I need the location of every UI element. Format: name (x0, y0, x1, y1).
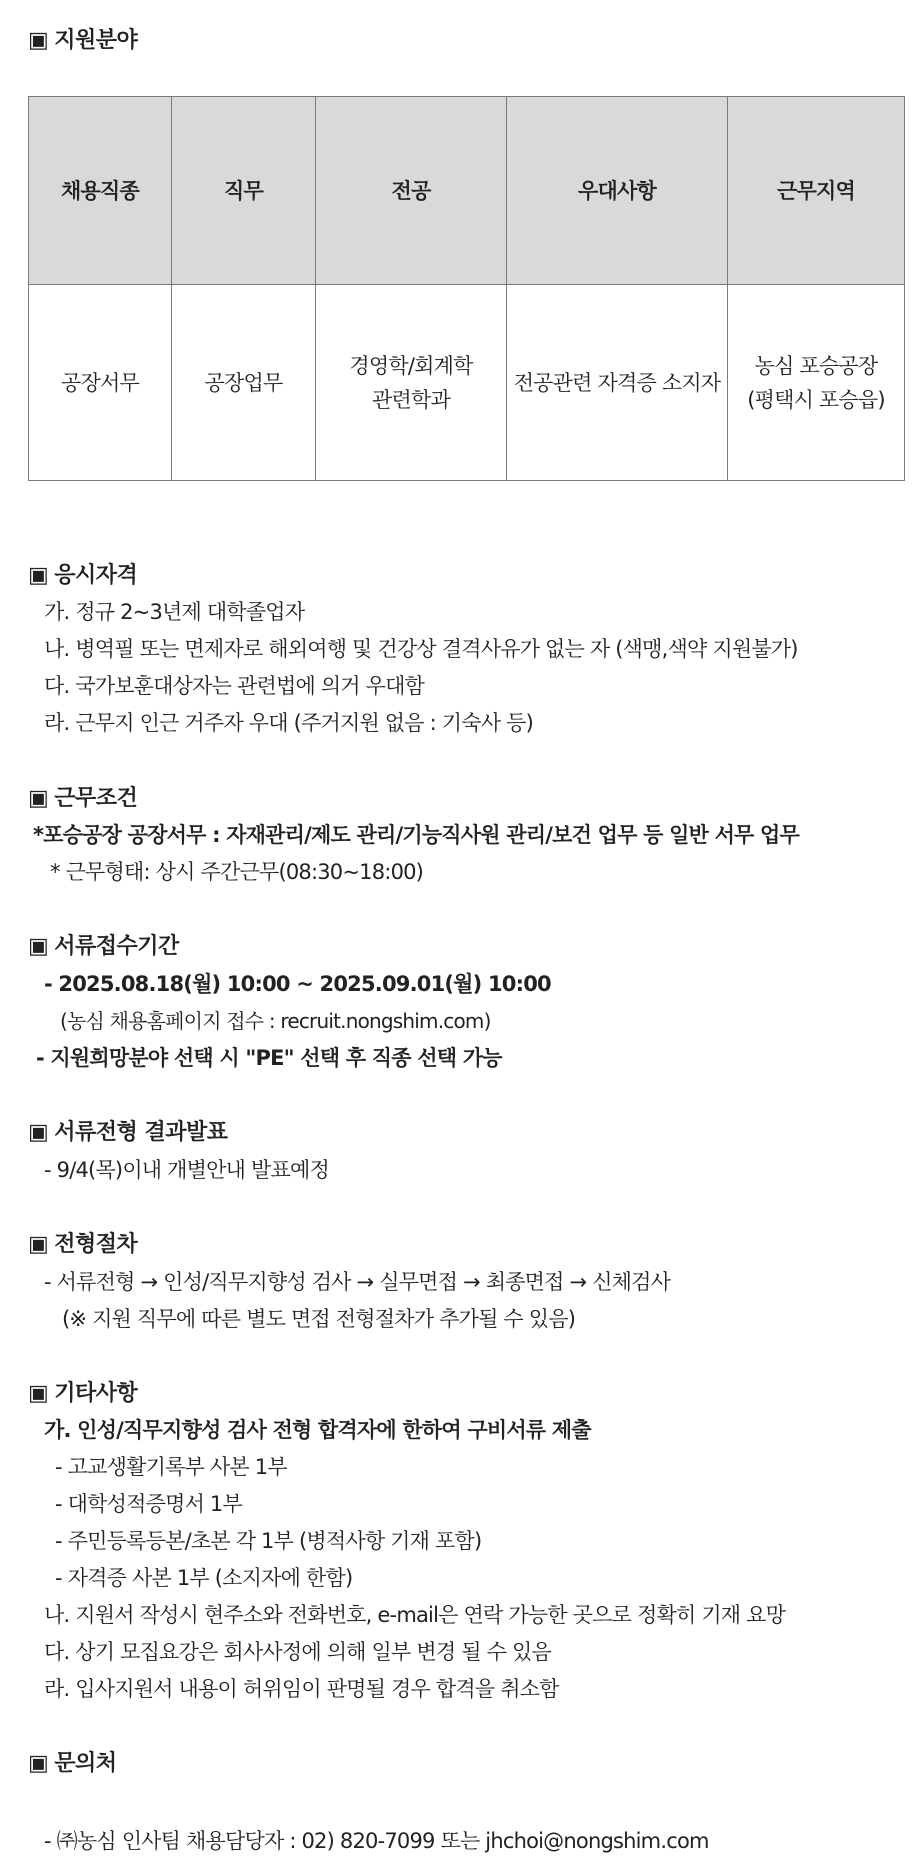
cell-job-type: 공장서무 (29, 285, 172, 481)
cell-location (728, 285, 905, 481)
etc-item-ra: 라. 입사지원서 내용이 허위임이 판명될 경우 합격을 취소함 (44, 1677, 559, 1701)
qualification-item: 나. 병역필 또는 면제자로 해외여행 및 건강상 결격사유가 없는 자 (색맹,색약 지원불가) (44, 637, 798, 661)
square-bullet-icon: ▣ (28, 28, 49, 53)
support-field-table (28, 96, 905, 481)
qualification-item: 라. 근무지 인근 거주자 우대 (주거지원 없음 : 기숙사 등) (44, 711, 534, 735)
section-title-application-period: ▣ 서류접수기간 (28, 934, 179, 959)
square-bullet-icon: ▣ (28, 563, 49, 588)
document-item: - 자격증 사본 1부 (소지자에 한함) (55, 1566, 353, 1590)
square-bullet-icon: ▣ (28, 1232, 49, 1257)
process-note: (※ 지원 직무에 따른 별도 면접 전형절차가 추가될 수 있음) (62, 1307, 576, 1331)
table-row (29, 285, 905, 481)
section-title-etc: ▣ 기타사항 (28, 1381, 138, 1406)
etc-item-na: 나. 지원서 작성시 현주소와 전화번호, e-mail은 연락 가능한 곳으로 정확히 기재 요망 (44, 1603, 786, 1627)
qualification-item: 다. 국가보훈대상자는 관련법에 의거 우대함 (44, 674, 425, 698)
cell-duty: 공장업무 (172, 285, 316, 481)
section-title-support-field: ▣ 지원분야 (28, 28, 138, 53)
result-text: - 9/4(목)이내 개별안내 발표예정 (44, 1158, 329, 1182)
etc-item-ga: 가. 인성/직무지향성 검사 전형 합격자에 한하여 구비서류 제출 (44, 1418, 591, 1442)
document-item: - 대학성적증명서 1부 (55, 1492, 242, 1516)
header-job-type: 채용직종 (29, 97, 172, 285)
header-major: 전공 (316, 97, 507, 285)
section-title-process: ▣ 전형절차 (28, 1232, 138, 1257)
work-type: * 근무형태: 상시 주간근무(08:30~18:00) (50, 860, 424, 884)
application-site: (농심 채용홈페이지 접수 : recruit.nongshim.com) (60, 1009, 491, 1033)
cell-major-line1: 경영학/회계학 (349, 353, 473, 378)
table-header-row (29, 97, 905, 285)
cell-preference: 전공관련 자격증 소지자 (507, 285, 728, 481)
section-title-contact: ▣ 문의처 (28, 1751, 117, 1776)
qualification-item: 가. 정규 2~3년제 대학졸업자 (44, 600, 305, 624)
section-title-conditions: ▣ 근무조건 (28, 786, 138, 811)
cell-location-line1: 농심 포승공장 (754, 353, 878, 378)
cell-location-line2: (평택시 포승읍) (747, 387, 885, 412)
header-duty: 직무 (172, 97, 316, 285)
square-bullet-icon: ▣ (28, 934, 49, 959)
square-bullet-icon: ▣ (28, 1751, 49, 1776)
square-bullet-icon: ▣ (28, 1120, 49, 1145)
application-period: - 2025.08.18(월) 10:00 ~ 2025.09.01(월) 10:00 (44, 972, 551, 996)
square-bullet-icon: ▣ (28, 1381, 49, 1406)
etc-item-da: 다. 상기 모집요강은 회사사정에 의해 일부 변경 될 수 있음 (44, 1640, 551, 1664)
section-title-result: ▣ 서류전형 결과발표 (28, 1120, 228, 1145)
cell-major (316, 285, 507, 481)
section-title-qualifications: ▣ 응시자격 (28, 563, 138, 588)
document-item: - 주민등록등본/초본 각 1부 (병적사항 기재 포함) (55, 1529, 482, 1553)
document-item: - 고교생활기록부 사본 1부 (55, 1455, 287, 1479)
square-bullet-icon: ▣ (28, 786, 49, 811)
header-preference: 우대사항 (507, 97, 728, 285)
cell-major-line2: 관련학과 (372, 387, 450, 412)
contact-text: - ㈜농심 인사팀 채용담당자 : 02) 820-7099 또는 jhchoi@nongshim.com (44, 1829, 709, 1853)
work-duty: *포승공장 공장서무 : 자재관리/제도 관리/기능직사원 관리/보건 업무 등 일반 서무 업무 (33, 823, 800, 847)
header-location: 근무지역 (728, 97, 905, 285)
application-note: - 지원희망분야 선택 시 "PE" 선택 후 직종 선택 가능 (36, 1046, 502, 1070)
process-steps: - 서류전형 → 인성/직무지향성 검사 → 실무면접 → 최종면접 → 신체검사 (44, 1270, 671, 1294)
